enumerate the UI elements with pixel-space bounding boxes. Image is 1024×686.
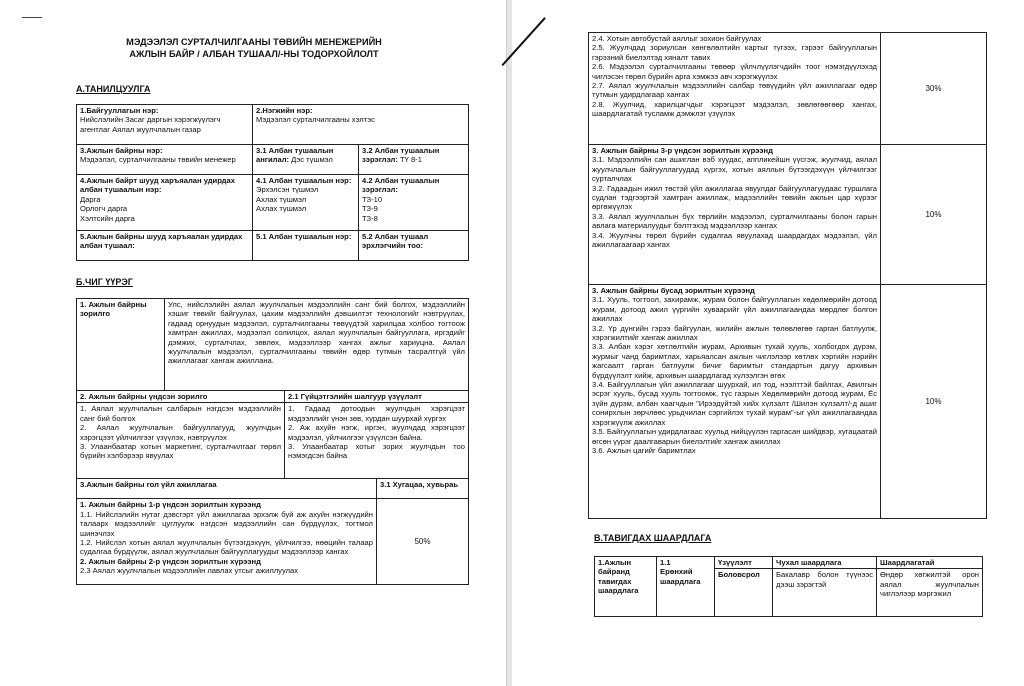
task1-heading: 1. Ажлын байрны 1-р үндсэн зорилтын хүрээнд [80, 500, 261, 510]
goal-item: 1. Аялал жуулчлалын салбарын нэгдсэн мэдээллийн санг бий болгох [80, 404, 281, 423]
activity-line: 2.5. Жуулчдад зориулсан хөнгөлөлтийн картыг түгээх, гэрээт байгууллагын гэрээний биелэлтэд хяналт тавих [592, 43, 877, 62]
unit-name-cell [253, 105, 469, 145]
supervisor-grade-line: ТЗ-8 [362, 213, 378, 223]
org-name-cell [77, 105, 253, 145]
result-item: 3. Улаанбаатар хотыг зорих жуулчдын тоо нэмэгдсэн байна [288, 442, 465, 461]
subordinate-title-cell [253, 231, 359, 261]
req-education-required: Өндөр хөгжилтэй орон аялал жуулчлалын чиглэлээр мэргэжил [877, 569, 983, 617]
activity-line: 3.2. Үр дүнгийн гэрээ байгуулан, жилийн ажлын төлөвлөгөө гарган батлуулж, хэрэгжилтийг хангаж ажиллах [592, 323, 877, 343]
task2-line: 2.3 Аялал жуулчлалын мэдээллийн лавлах утсыг ажиллуулах [80, 566, 299, 576]
activity-line: 3.4. Жуулчны төрөл бүрийн судалгаа явуулахад шаардагдах мэдээлэл, үйл ажиллагаагаар хангах [592, 230, 877, 250]
category-cell [253, 145, 359, 175]
subordinate-cell [77, 231, 253, 261]
unit-name-label: 2.Нэгжийн нэр: [256, 106, 313, 115]
result-item: 1. Гадаад дотоодын жуулчдын хэрэгцээт мэдээллийг үнэн зөв, хурдан шуурхай хүргэх [288, 404, 465, 423]
subordinate-count-label: 5.2 Албан тушаал эрхлэгчийн тоо: [362, 232, 429, 251]
block1-cell [589, 33, 881, 145]
subordinate-title-label: 5.1 Албан тушаалын нэр: [256, 232, 352, 241]
activity-line: 3.3. Аялал жуулчлалын бүх төрлийн мэдээлэл, сурталчилгааны болон гарын авлага материалуудыг бэлтгэхэд мэдээллээр хангах [592, 211, 877, 231]
block3-cell [589, 285, 881, 519]
activity-line: 3.4. Байгууллагын үйл ажиллагааг шуурхай, ил тод, нээлттэй байлгах, Авилгын эсрэг хууль, бусад хууль тогтоомж, түс газрын Хөдөлмөрийн дотоод журам, Ёс зүйн дүрэм, албан хаагчдын "Ирээдүйтэй хийх хүлзалт /Шилэн хүлзалт/-д ашиг сонирхлын зөрчлөөс урьдчилан сэргийлэх тухай журам"-ыг үйл ажиллагаандаа хэрэгжүүлж ажиллах [592, 380, 877, 427]
supervisor-cell [77, 175, 253, 231]
goal-item: 3. Улаанбаатар хотын маркетинг, сурталчилгааг төрөл бүрийн хэлбэрээр явуулах [80, 442, 281, 461]
req-education: Боловсрол [715, 569, 773, 617]
supervisor-title-cell [253, 175, 359, 231]
goals-list-cell [77, 403, 285, 479]
category-label: 3.1 Албан тушаалын ангилал: [256, 146, 334, 165]
block2-heading: 3. Ажлын байрны 3-р үндсэн зорилтын хүрээнд [592, 146, 773, 155]
subordinate-label: 5.Ажлын байрны шууд харъяалан удирдах албан тушаал: [80, 232, 243, 251]
purpose-text-cell: Улс, нийслэлийн аялал жуулчлалын мэдээллийн санг бий болгох, мэдээллийн хэшиг төвийг байгуулах, цахим мэдээллийн дэвшилтэт технологийг нэвтрүүлах, гадаад орнуудын мэдээлэл, сурталчилгааны төвүүдтэй харилцаа холбоо тогтоож хамтран ажиллах, мэдээлэл солилцох, аялал жуулчлалын байгууллага, иргэдийг дэмжих, сурталчлах, зөвлөх, мэдээллээр хангах ажлыг хариуцна. Аялал жуулчлалын мэдээлэл, сурталчилгааны төвийн өдөр тутмын тасралтгүй үйл ажиллагааг хангаж ажиллана. [165, 299, 469, 391]
time-label-cell: 3.1 Хугацаа, хувьраь [377, 479, 469, 499]
doc-title-line1: МЭДЭЭЛЭЛ СУРТАЛЧИЛГААНЫ ТӨВИЙН МЕНЕЖЕРИЙН [126, 37, 382, 47]
supervisor-title-line: Ахлах түшмэл [256, 204, 307, 214]
supervisor-grade-line: ТЗ-10 [362, 194, 383, 204]
supervisor-line: Орлогч дарга [80, 204, 128, 214]
grade-label: 3.2 Албан тушаалын зэрэглэл: [362, 146, 440, 165]
block2-percent: 10% [881, 145, 987, 285]
activity-line: 3.2. Гадаадын ижил төстэй үйл ажиллагаа явуулдаг байгууллагуудаас туршлага судлан тэдгээртэй хамтран ажиллаж, мэдээллийн төвийн ажлын цар хүрээг өргөжүүлэх [592, 183, 877, 212]
req-header-indicator: Үзүүлэлт [715, 557, 773, 569]
block3-percent: 10% [881, 285, 987, 519]
req-header-required: Шаардлагатай [877, 557, 983, 569]
task1-line: 1.1. Нийслэлийн нутаг дэвсгэрт үйл ажиллагаа эрхэлж буй аж ахуйн нэгжүүдийн талаарх мэдээллийг цуглуулж нэгдсэн мэдээллийн сан бүрдүүлэх, тогтмол шинэчлэх [80, 509, 373, 538]
requirements-table [594, 556, 983, 617]
category-value: Дэс түшмэл [291, 155, 333, 165]
supervisor-title-line: Ахлах түшмэл [256, 194, 307, 204]
job-name-value: Мэдээлэл, сурталчилгааны төвийн менежер [80, 155, 236, 165]
supervisor-grade-line: ТЗ-9 [362, 204, 378, 214]
page-mark [22, 17, 42, 18]
activity-line: 3.5. Байгууллагын удирдлагаас хуульд нийцүүлэн гаргасан шийдвэр, хугацаатай өгсөн үүрэг даалгаварын биелэлтийг хангаж ажиллах [592, 427, 877, 446]
org-name-value: Нийслэлийн Засаг даргын хэрэгжүүлэгч агентлаг Аялал жуулчлалын газар [80, 115, 221, 134]
supervisor-line: Хэлтсийн дарга [80, 213, 135, 223]
goals-label-cell: 2. Ажлын байрны үндсэн зорилго [77, 391, 285, 403]
block1-percent: 30% [881, 33, 987, 145]
results-label-cell: 2.1 Гүйцэтгэлийн шалгуур үзүүлэлт [285, 391, 469, 403]
activity-line: 3.3. Албан хэрэг хөтлөлтийн журам, Архивын тухай хууль, холбогдох дүрэм, журмыг чанд баримтлах, харьяалсан ажлын чиглэлээр хөтлөх хэргийн нэрийн жагсаалт гарган батлуулж бичиг баримтыг стандартын дагуу архивын бүрдүүлэлт хийж, архивын шаардлагад хүлээлгэн өгөх [592, 342, 877, 380]
purpose-label-cell: 1. Ажлын байрны зорилго [77, 299, 165, 391]
job-name-cell [77, 145, 253, 175]
activity-line: 3.1. Мэдээллийн сан ашиглан вэб хуудас, аппликейшн үүсгэж, жуулчид, аялал жуулчлалын байгууллагуудад хүргэх, хотын аяллын бүтээгдэхүүн үйлчилгээг сурталчлах [592, 155, 877, 184]
unit-name-value: Мэдээлэл сурталчилгааны хэлтэс [256, 115, 375, 125]
supervisor-title-line: Эрхэлсэн түшмэл [256, 185, 319, 195]
intro-table [76, 104, 469, 261]
activity-line: 3.1. Хууль, тогтоол, захирамж, журам болон байгууллагын хөдөлмөрийн дотоод журам, дотоод ажил үүргийн хуваарийг үйл ажиллагаандаа мөрдлөг болгон ажиллах [592, 295, 877, 324]
activities-table [588, 32, 987, 519]
left-page [0, 0, 508, 686]
block2-cell [589, 145, 881, 285]
task1-percent: 50% [377, 499, 469, 585]
goal-item: 2. Аялал жуулчлалын байгууллагууд, жуулчдын хэрэгцээт үйлчилгээг үзүүлэх, нэвтрүүлэх [80, 423, 281, 442]
org-name-label: 1.Байгууллагын нэр: [80, 106, 159, 115]
result-item: 2. Аж ахуйн нэгж, иргэн, жуулчдад хэрэгцээт мэдээлэл, үйлчилгээг үзүүлсэн байна. [288, 423, 465, 442]
doc-title-line2: АЖЛЫН БАЙР / АЛБАН ТУШААЛ/-НЫ ТОДОРХОЙЛОЛТ [129, 49, 379, 59]
subordinate-count-cell [359, 231, 469, 261]
activity-line: 2.4. Хотын автобустай аяллыг зохион байгуулах [592, 34, 762, 43]
section-b-heading: Б.ЧИГ ҮҮРЭГ [76, 277, 133, 287]
grade-value: ТҮ 8-1 [399, 155, 422, 165]
activity-line: 2.6. Мэдээлэл сурталчилгааны төвөөр үйлчлүүлэгчдийн тоог нэмэгдүүлэхэд чиглэсэн төрөл бүрийн арга хэмжээ авч хэрэгжүүлэх [592, 62, 877, 81]
req-general-cell [657, 557, 715, 617]
task2-heading: 2. Ажлын байрны 2-р үндсэн зорилтын хүрээнд [80, 556, 261, 566]
task1-cell [77, 499, 377, 585]
req-general-number: 1.1 [660, 558, 671, 567]
section-a-heading: А.ТАНИЛЦУУЛГА [76, 84, 151, 94]
duty-table [76, 298, 469, 585]
block3-heading: 3. Ажлын байрны бусад зорилтын хүрээнд [592, 286, 755, 295]
supervisor-title-label: 4.1 Албан тушаалын нэр: [256, 176, 352, 185]
supervisor-grade-label: 4.2 Албан тушаалын зэрэглэл: [362, 176, 440, 195]
supervisor-label: 4.Ажлын байрт шууд харъяалан удирдах албан тушаалын нэр: [80, 176, 235, 195]
req-education-important: Бакалавр болон түүнээс дээш зэрэгтэй [773, 569, 877, 617]
supervisor-line: Дарга [80, 194, 101, 204]
activity-line: 3.6. Ажлын цагийг баримтлах [592, 445, 696, 455]
activity-line: 2.7. Аялал жуулчлалын мэдээллийн салбар төвүүдийн үйл ажиллагааг өдөр тутмын удирдлагаар хангах [592, 81, 877, 100]
activity-line: 2.8. Жуулчид, харилцагчдыг хэрэгцээт мэдээлэл, зөвлөгөөгөөр хангах, шаардлагатай тусламж дэмжлэг үзүүлэх [592, 99, 877, 119]
main-activities-label-cell: 3.Ажлын байрны гол үйл ажиллагаа [77, 479, 377, 499]
task1-line: 1.2. Нийслэл хотын аялал жуулчлалын бүтээгдэхүүн, үйлчилгээ, нөөцийн талаар судалгаа бүрдүүлж, аялал жуулчлалын байгууллагуудыг мэдээллээр хангах [80, 538, 373, 557]
req-general-label: Ерөнхий шаардлага [660, 567, 701, 586]
req-section-cell: 1.Ажлын байранд тавигдах шаардлага [595, 557, 657, 617]
grade-cell [359, 145, 469, 175]
results-list-cell [285, 403, 469, 479]
section-v-heading: В.ТАВИГДАХ ШААРДЛАГА [594, 533, 712, 543]
supervisor-grade-cell [359, 175, 469, 231]
job-name-label: 3.Ажлын байрны нэр: [80, 146, 163, 155]
right-page [512, 0, 1024, 686]
req-header-important: Чухал шаардлага [773, 557, 877, 569]
